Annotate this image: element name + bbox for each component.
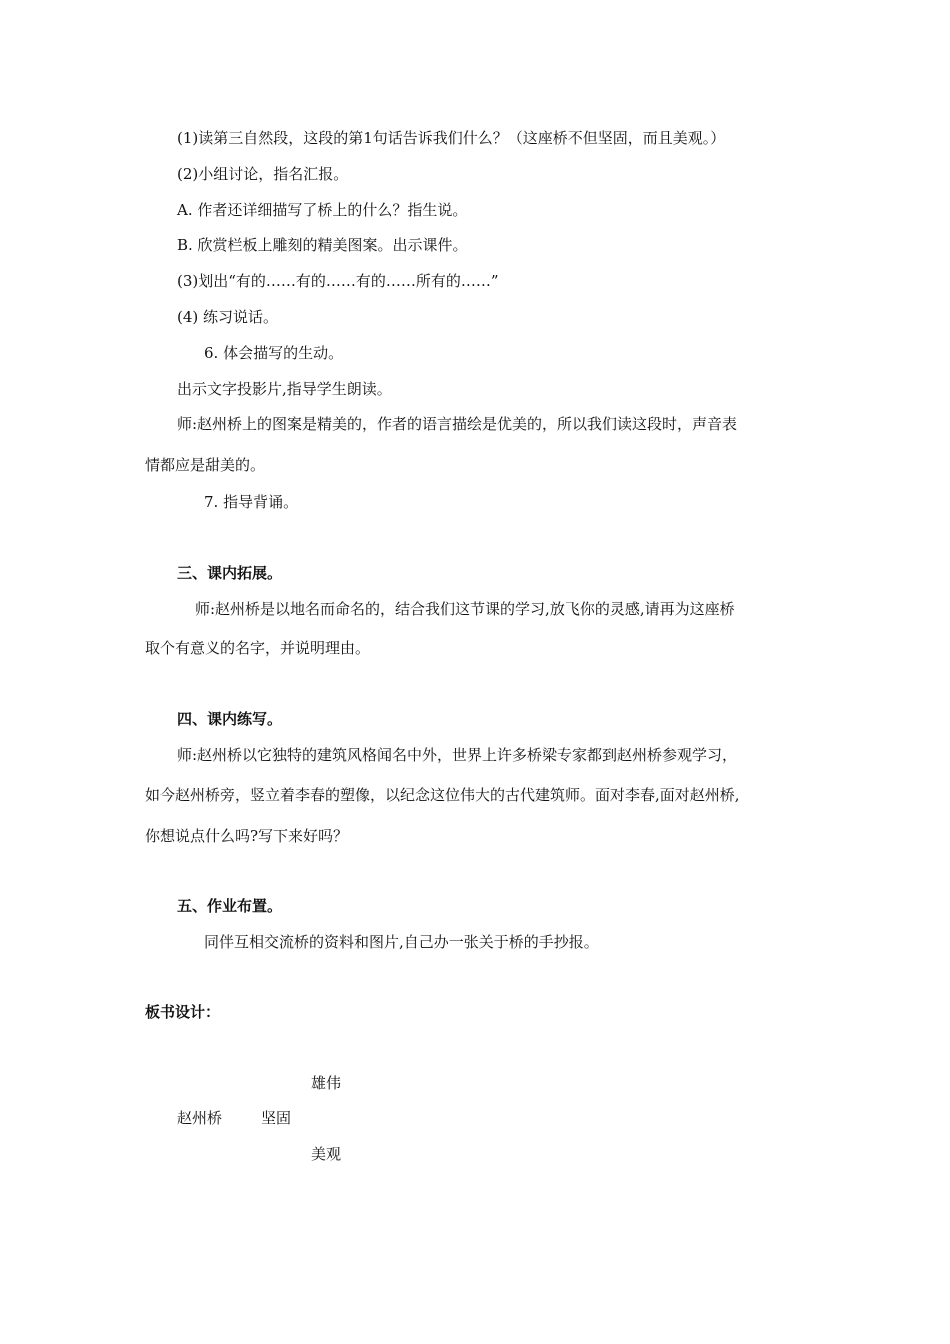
paragraph-line: (3)划出“有的……有的……有的……所有的……” [177,272,499,290]
paragraph-line: 师:赵州桥是以地名而命名的，结合我们这节课的学习,放飞你的灵感,请再为这座桥 [195,600,735,618]
paragraph-line: (2)小组讨论，指名汇报。 [177,165,349,183]
board-item-left: 赵州桥 [177,1109,223,1127]
paragraph-line: B. 欣赏栏板上雕刻的精美图案。出示课件。 [177,236,468,254]
board-design-title: 板书设计： [145,1003,221,1021]
paragraph-line: (1)读第三自然段，这段的第1句话告诉我们什么？（这座桥不但坚固，而且美观。） [177,129,726,147]
paragraph-line: 同伴互相交流桥的资料和图片,自己办一张关于桥的手抄报。 [204,933,599,951]
board-item-bottom: 美观 [311,1145,342,1163]
paragraph-line: A. 作者还详细描写了桥上的什么？指生说。 [177,201,468,219]
paragraph-line: 7. 指导背诵。 [204,493,299,511]
board-item-middle: 坚固 [261,1109,292,1127]
paragraph-line: 取个有意义的名字，并说明理由。 [145,639,371,657]
section-heading: 五、作业布置。 [177,897,283,915]
paragraph-line: (4) 练习说话。 [177,308,279,326]
paragraph-line: 情都应是甜美的。 [145,456,266,474]
paragraph-line: 如今赵州桥旁，竖立着李春的塑像，以纪念这位伟大的古代建筑师。面对李春,面对赵州桥, [145,786,740,804]
board-item-top: 雄伟 [311,1074,342,1092]
paragraph-line: 你想说点什么吗?写下来好吗？ [145,827,349,845]
paragraph-line: 6. 体会描写的生动。 [204,344,344,362]
paragraph-line: 师:赵州桥以它独特的建筑风格闻名中外，世界上许多桥梁专家都到赵州桥参观学习， [177,746,738,764]
paragraph-line: 师:赵州桥上的图案是精美的，作者的语言描绘是优美的，所以我们读这段时，声音表 [177,415,738,433]
section-heading: 四、课内练写。 [177,710,283,728]
section-heading: 三、课内拓展。 [177,564,283,582]
paragraph-line: 出示文字投影片,指导学生朗读。 [177,380,392,398]
